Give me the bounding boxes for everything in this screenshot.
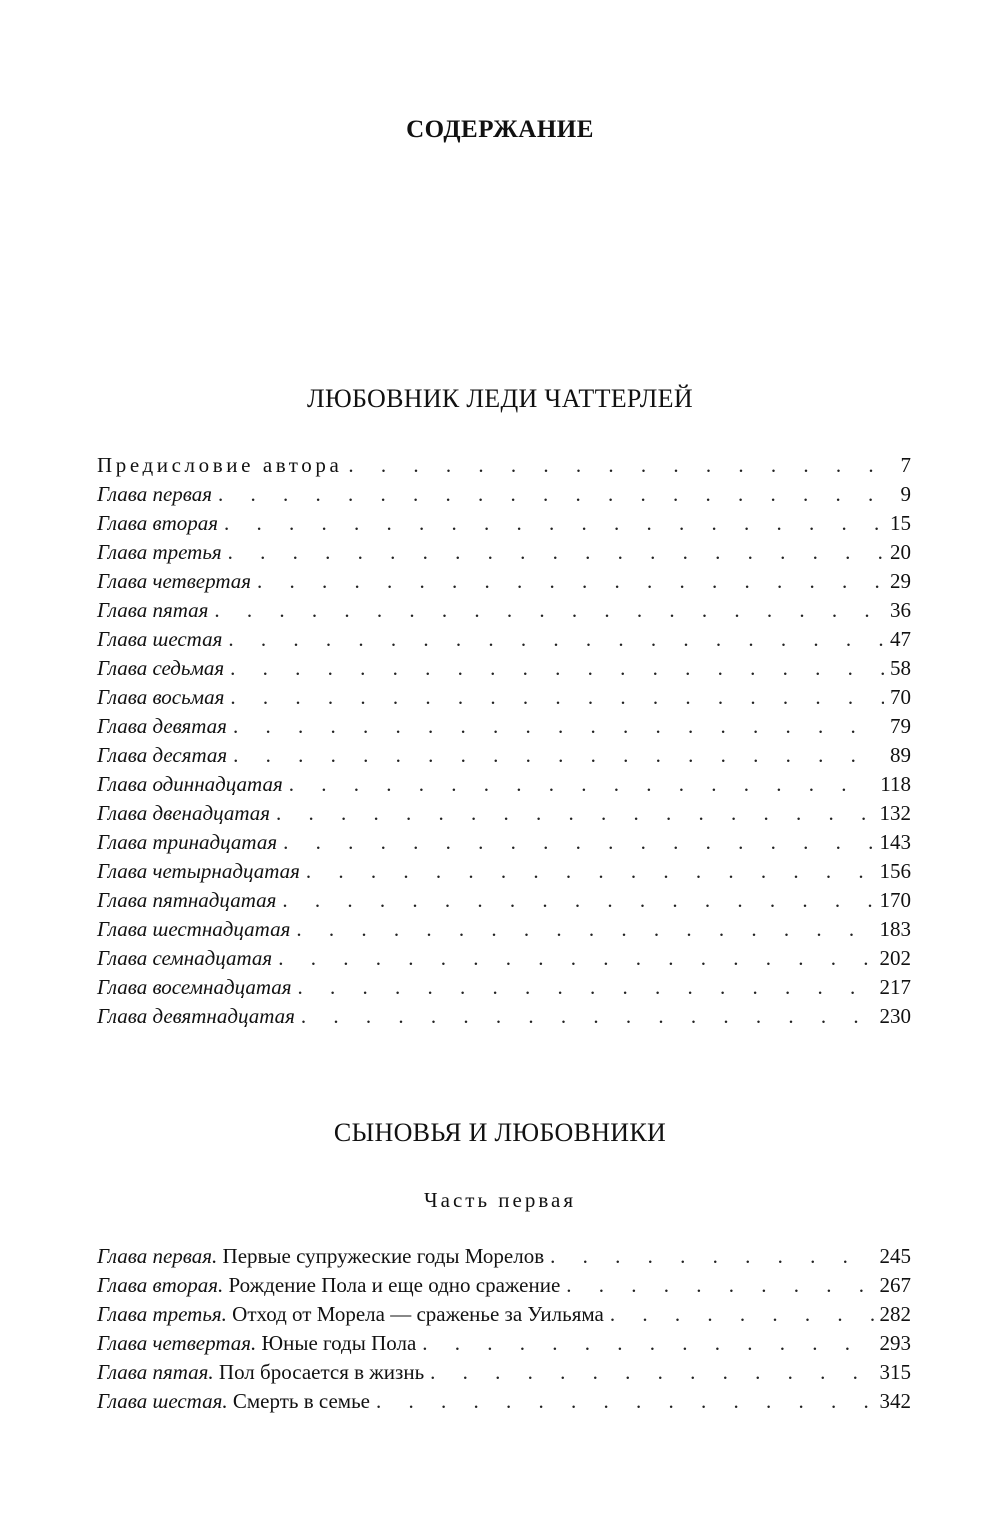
toc-chapter-subtitle: Пол бросается в жизнь [218, 1360, 425, 1384]
toc-page-number: 183 [879, 917, 911, 941]
toc-row [97, 627, 911, 656]
dot-leader [289, 772, 875, 797]
toc-page-number: 118 [880, 772, 911, 796]
toc-page-number: 9 [900, 482, 911, 506]
toc-row [97, 1302, 911, 1331]
toc-chapter-label: Глава пятая [97, 598, 209, 622]
toc-page-number: 315 [879, 1360, 911, 1384]
toc-row [97, 656, 911, 685]
dot-leader [230, 685, 884, 710]
toc-page-number: 47 [890, 627, 911, 651]
toc-chapter-label: Глава третья. [97, 1302, 227, 1326]
toc-page-number: 36 [890, 598, 911, 622]
dot-leader [276, 801, 873, 826]
toc-page-number: 7 [900, 453, 911, 477]
dot-leader [278, 946, 873, 971]
toc-row [97, 1244, 911, 1273]
toc-row [97, 1360, 911, 1389]
book2-title: СЫНОВЬЯ И ЛЮБОВНИКИ [333, 1118, 667, 1147]
toc-page-number: 143 [879, 830, 911, 854]
toc-chapter-subtitle: Отход от Морела — сраженье за Уильяма [232, 1302, 604, 1326]
dot-leader [610, 1302, 874, 1327]
toc-chapter-label: Глава восемнадцатая [97, 975, 292, 999]
dot-leader [306, 859, 874, 884]
toc-page-number: 132 [879, 801, 911, 825]
dot-leader [233, 714, 884, 739]
toc-page-number: 15 [890, 511, 911, 535]
toc-page-number: 89 [890, 743, 911, 767]
dot-leader [233, 743, 884, 768]
toc-chapter-label: Глава четвертая. [97, 1331, 257, 1355]
toc-chapter-label: Глава семнадцатая [97, 946, 273, 970]
toc-chapter-label: Глава седьмая [97, 656, 225, 680]
toc-chapter-label: Глава восьмая [97, 685, 225, 709]
dot-leader [550, 1244, 873, 1269]
toc-chapter-label: Глава шестая. [97, 1389, 228, 1413]
dot-leader [430, 1360, 873, 1385]
toc-page-number: 29 [890, 569, 911, 593]
toc-chapter-label: Глава шестнадцатая [97, 917, 291, 941]
book1-title: ЛЮБОВНИК ЛЕДИ ЧАТТЕРЛЕЙ [307, 384, 693, 413]
dot-leader [282, 888, 873, 913]
toc-row [97, 511, 911, 540]
toc-chapter-label: Глава четвертая [97, 569, 252, 593]
toc-page-number: 230 [879, 1004, 911, 1028]
toc-chapter-label: Глава первая [97, 482, 213, 506]
toc-page-number: 293 [879, 1331, 911, 1355]
toc-page-number: 217 [879, 975, 911, 999]
toc-row [97, 859, 911, 888]
toc-page-number: 70 [890, 685, 911, 709]
toc-row [97, 482, 911, 511]
toc-chapter-subtitle: Смерть в семье [232, 1389, 370, 1413]
toc-page-number: 282 [879, 1302, 911, 1326]
part-title: Часть первая [424, 1188, 576, 1212]
toc-chapter-label: Глава пятая. [97, 1360, 214, 1384]
toc-label: Предисловие автора [97, 453, 343, 477]
toc-row [97, 685, 911, 714]
dot-leader [224, 511, 884, 536]
toc-row [97, 1004, 911, 1033]
toc-page-number: 79 [890, 714, 911, 738]
dot-leader [298, 975, 874, 1000]
toc-chapter-label: Глава одиннадцатая [97, 772, 283, 796]
toc-page-number: 156 [879, 859, 911, 883]
toc-row [97, 946, 911, 975]
toc-row [97, 569, 911, 598]
toc-row [97, 598, 911, 627]
toc-page-number: 58 [890, 656, 911, 680]
dot-leader [228, 627, 884, 652]
toc-page-number: 342 [879, 1389, 911, 1413]
toc-row [97, 540, 911, 569]
toc-chapter-label: Глава пятнадцатая [97, 888, 277, 912]
toc-chapter-label: Глава тринадцатая [97, 830, 278, 854]
toc-chapter-subtitle: Рождение Пола и еще одно сражение [228, 1273, 561, 1297]
dot-leader [283, 830, 873, 855]
dot-leader [257, 569, 884, 594]
dot-leader [218, 482, 885, 507]
toc-row [97, 772, 911, 801]
toc-row [97, 917, 911, 946]
toc-chapter-label: Глава вторая [97, 511, 219, 535]
toc-chapter-label: Глава первая. [97, 1244, 218, 1268]
dot-leader [228, 540, 884, 565]
toc-row [97, 801, 911, 830]
toc-page-number: 170 [879, 888, 911, 912]
toc-row [97, 888, 911, 917]
toc-page-number: 245 [879, 1244, 911, 1268]
page-title: СОДЕРЖАНИЕ [406, 116, 594, 143]
toc-row [97, 1389, 911, 1418]
toc-chapter-label: Глава двенадцатая [97, 801, 271, 825]
toc-page-number: 20 [890, 540, 911, 564]
toc-row [97, 1273, 911, 1302]
dot-leader [214, 598, 884, 623]
toc-page-number: 267 [879, 1273, 911, 1297]
toc-chapter-label: Глава десятая [97, 743, 228, 767]
dot-leader [422, 1331, 873, 1356]
book1-toc [97, 453, 911, 1033]
dot-leader [296, 917, 873, 942]
toc-chapter-subtitle: Первые супружеские годы Морелов [222, 1244, 545, 1268]
toc-chapter-label: Глава девятая [97, 714, 227, 738]
toc-chapter-subtitle: Юные годы Пола [261, 1331, 417, 1355]
dot-leader [348, 453, 885, 478]
dot-leader [230, 656, 884, 681]
toc-row [97, 830, 911, 859]
dot-leader [376, 1389, 874, 1414]
toc-chapter-label: Глава вторая. [97, 1273, 224, 1297]
toc-chapter-label: Глава третья [97, 540, 222, 564]
toc-row [97, 743, 911, 772]
dot-leader [566, 1273, 873, 1298]
toc-row [97, 1331, 911, 1360]
toc-row [97, 714, 911, 743]
toc-chapter-label: Глава четырнадцатая [97, 859, 300, 883]
toc-chapter-label: Глава шестая [97, 627, 223, 651]
toc-row [97, 975, 911, 1004]
book2-toc [97, 1244, 911, 1418]
toc-page-number: 202 [879, 946, 911, 970]
dot-leader [301, 1004, 874, 1029]
toc-row-preface [97, 453, 911, 482]
toc-chapter-label: Глава девятнадцатая [97, 1004, 295, 1028]
